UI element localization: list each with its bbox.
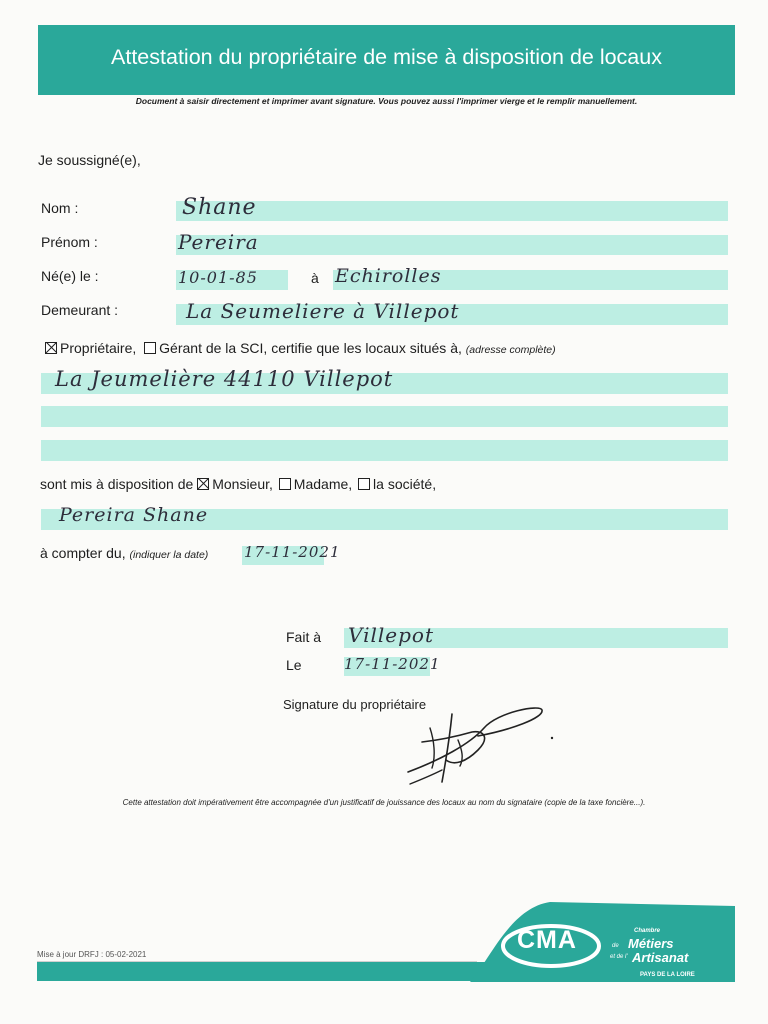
logo-line-1: Chambre <box>634 928 661 934</box>
gerant-label: Gérant de la SCI, certifie que les locaux situés à, <box>159 340 462 356</box>
madame-label: Madame, <box>293 476 353 492</box>
update-date: Mise à jour DRFJ : 05-02-2021 <box>37 950 147 959</box>
demeurant-label: Demeurant : <box>41 302 119 318</box>
naissance-label: Né(e) le : <box>41 268 99 284</box>
logo-line-2: Métiers <box>628 936 674 951</box>
address-line-3[interactable] <box>41 440 728 461</box>
logo-wave <box>470 902 735 982</box>
fait-value: Villepot <box>348 623 434 647</box>
start-label: à compter du, <box>40 545 126 561</box>
owner-signature-image <box>400 700 560 788</box>
address-line-1[interactable] <box>41 367 728 394</box>
logo-line-4: Artisanat <box>632 950 689 965</box>
signature-dot <box>551 737 553 739</box>
disposition-intro: sont mis à disposition de <box>40 476 194 492</box>
page-subtitle: Document à saisir directement et imprimer avant signature. Vous pouvez aussi l'imprimer vierge et le remplir manuellement. <box>135 96 638 106</box>
page-title: Attestation du propriétaire de mise à disposition de locaux <box>111 45 662 69</box>
nom-label: Nom : <box>41 200 79 216</box>
proprietaire-label: Propriétaire, <box>60 340 137 356</box>
proprietaire-checkbox[interactable] <box>45 342 57 354</box>
le-field[interactable] <box>344 655 441 676</box>
address-line-2[interactable] <box>41 406 728 427</box>
signature-stroke <box>410 770 442 784</box>
start-row <box>40 545 208 561</box>
signature-stroke <box>442 714 452 782</box>
prenom-label: Prénom : <box>41 234 98 250</box>
naissance-value: 10-01-85 <box>178 268 258 287</box>
lieu-value: Echirolles <box>335 265 442 287</box>
fait-field[interactable] <box>344 623 728 648</box>
nom-value: Shane <box>182 195 257 220</box>
le-value: 17-11-2021 <box>344 655 441 673</box>
lieu-label: à <box>311 270 319 286</box>
prenom-field[interactable] <box>176 230 728 255</box>
madame-checkbox[interactable] <box>279 478 291 490</box>
cma-logo-text: CMA <box>517 926 577 954</box>
start-hint: (indiquer la date) <box>129 549 209 561</box>
logo-prefix-de: de <box>612 943 619 949</box>
signature-label: Signature du propriétaire <box>283 697 427 712</box>
adresse-hint: (adresse complète) <box>465 344 556 356</box>
societe-label: la société, <box>373 476 437 492</box>
intro-text: Je soussigné(e), <box>38 152 141 168</box>
nom-field[interactable] <box>176 195 728 221</box>
demeurant-value: La Seumeliere à Villepot <box>186 299 460 323</box>
demeurant-field[interactable] <box>176 299 728 325</box>
naissance-field[interactable] <box>176 270 288 290</box>
signature-stroke <box>408 708 542 772</box>
monsieur-label: Monsieur, <box>212 476 273 492</box>
status-row <box>45 340 556 356</box>
logo-line-3: et de l' <box>610 954 628 960</box>
le-label: Le <box>286 657 302 673</box>
logo-region: PAYS DE LA LOIRE <box>640 972 695 978</box>
fait-label: Fait à <box>286 629 322 645</box>
start-date-field[interactable] <box>242 543 341 565</box>
societe-checkbox[interactable] <box>358 478 370 490</box>
cma-logo-shape <box>470 900 735 982</box>
beneficiary-value: Pereira Shane <box>59 504 209 526</box>
lieu-field[interactable] <box>333 265 728 290</box>
prenom-value: Pereira <box>178 230 259 254</box>
gerant-checkbox[interactable] <box>144 342 156 354</box>
monsieur-checkbox[interactable] <box>197 478 209 490</box>
address-line-1-value: La Jeumelière 44110 Villepot <box>55 367 394 391</box>
beneficiary-field[interactable] <box>41 504 728 530</box>
footer-note: Cette attestation doit impérativement être accompagnée d'un justificatif de jouissance des locaux au nom du signataire (copie de la taxe foncière...). <box>122 798 646 807</box>
start-date-value: 17-11-2021 <box>244 543 341 561</box>
disposition-row <box>40 476 436 492</box>
